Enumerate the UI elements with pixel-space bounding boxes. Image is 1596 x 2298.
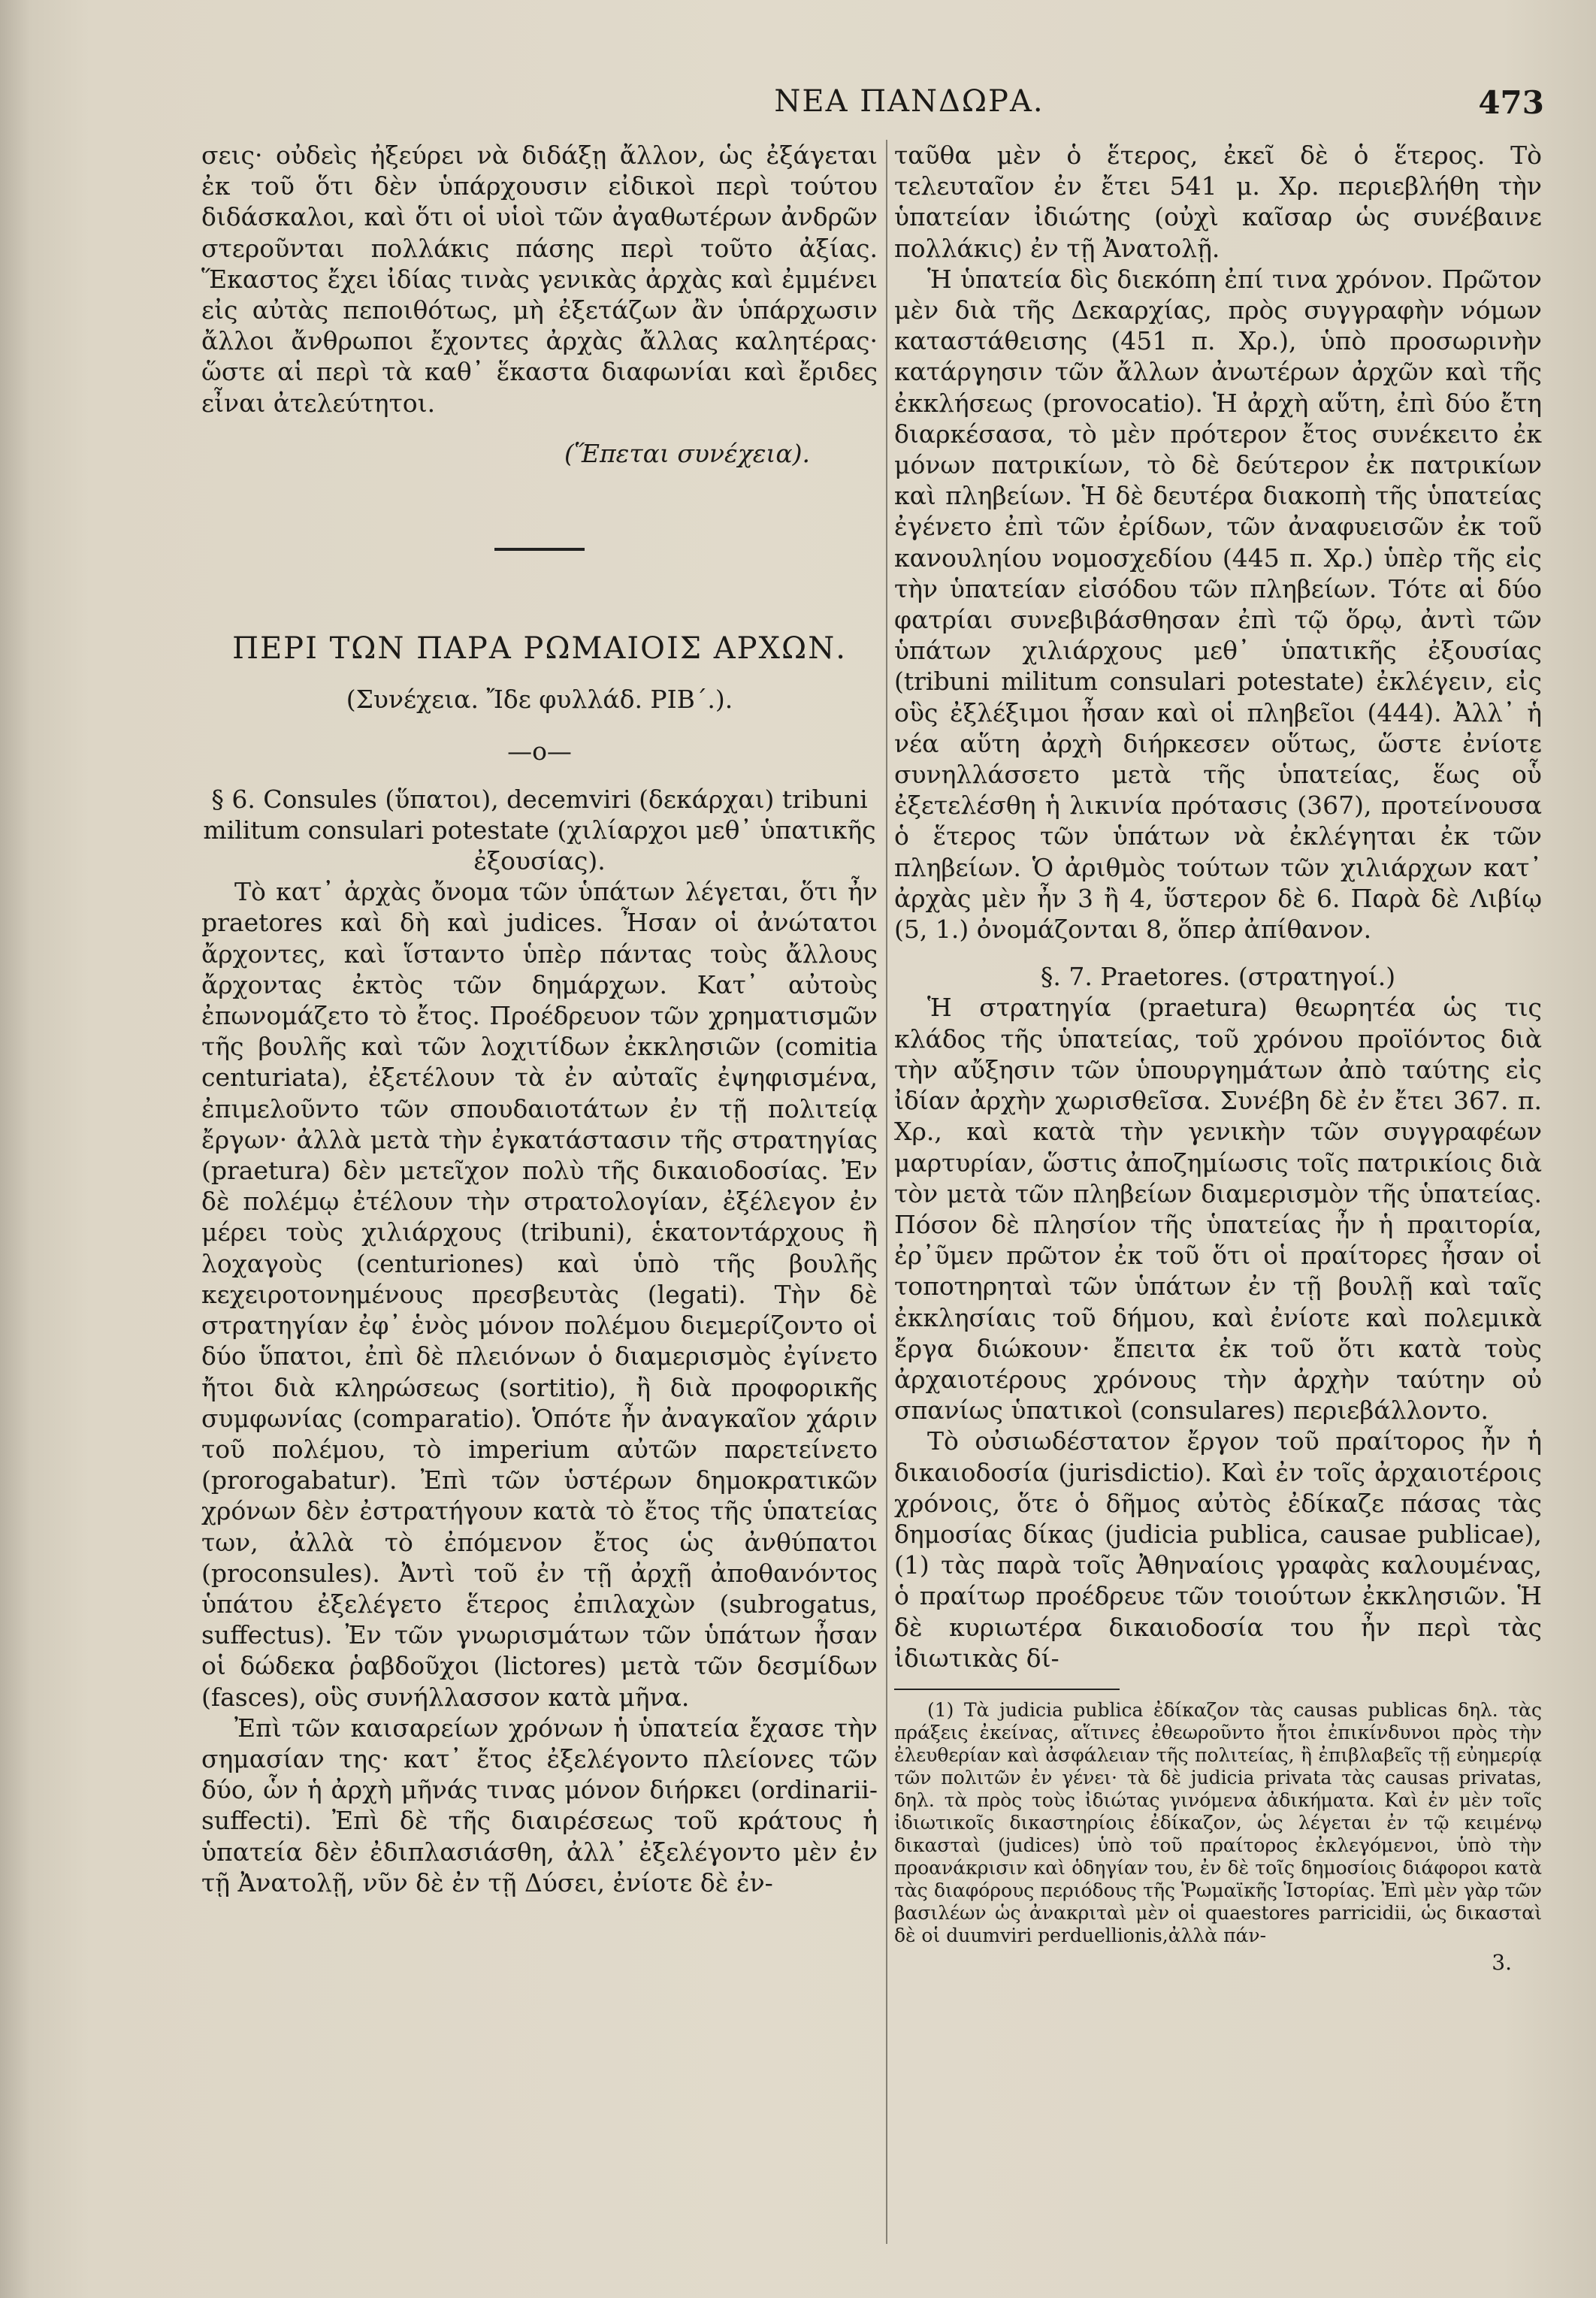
body-paragraph: ταῦθα μὲν ὁ ἕτερος, ἐκεῖ δὲ ὁ ἕτερος. Τὸ τελευταῖον ἐν ἔτει 541 μ. Χρ. περιεβλήθη τὴν ὑπατείαν ἰδιώτης (οὐχὶ καῖσαρ ὡς συνέβαινε πολλάκις) ἐν τῇ Ἀνατολῇ. (894, 141, 1542, 263)
subsection-heading-consuls: § 6. Consules (ὕπατοι), decemviri (δεκάρχαι) tribuni militum consulari potestate (χιλίαρχοι μεθ᾽ ὑπατικῆς ἐξουσίας). (203, 784, 876, 876)
body-paragraph: Τὸ κατ᾽ ἀρχὰς ὄνομα τῶν ὑπάτων λέγεται, ὅτι ἦν praetores καὶ δὴ καὶ judices. Ἦσαν οἱ ἀνώτατοι ἄρχοντες, καὶ ἵσταντο ὑπὲρ πάντας τοὺς ἄλλους ἄρχοντας ἐκτὸς τῶν δημάρχων. Κατ᾽ αὐτοὺς ἐπωνομάζετο τὸ ἔτος. Προέδρευον τῶν χρηματισμῶν τῆς βουλῆς καὶ τῶν λοχιτίδων ἐκκλησιῶν (comitia centuriata), ἐξετέλουν τὰ ἐν αὐταῖς ἐψηφισμένα, ἐπιμελοῦντο τῶν σπουδαιοτάτων ἐν τῇ πολιτείᾳ ἔργων· ἀλλὰ μετὰ τὴν ἐγκατάστασιν τῆς στρατηγίας (praetura) δὲν μετεῖχον πολὺ τῆς δικαιοδοσίας. Ἐν δὲ πολέμῳ ἐτέλουν τὴν στρατολογίαν, ἐξέλεγον ἐν μέρει τοὺς χιλιάρχους (tribuni), ἑκατοντάρχους ἢ λοχαγοὺς (centuriones) καὶ ὑπὸ τῆς βουλῆς κεχειροτονημένους πρεσβευτὰς (legati). Τὴν δὲ στρατηγίαν ἐφ᾽ ἑνὸς μόνον πολέμου διεμερίζοντο οἱ δύο ὕπατοι, ἐπὶ δὲ πλειόνων ὁ διαμερισμὸς ἐγίνετο ἤτοι διὰ κληρώσεως (sortitio), ἢ διὰ προφορικῆς συμφωνίας (comparatio). Ὁπότε ἦν ἀναγκαῖον χάριν τοῦ πολέμου, τὸ imperium αὐτῶν παρετείνετο (prorogabatur). Ἐπὶ τῶν ὑστέρων δημοκρατικῶν χρόνων δὲν ἐστρατήγουν κατὰ τὸ ἔτος τῆς ὑπατείας των, ἀλλὰ τὸ ἐπόμενον ἔτος ὡς ἀνθύπατοι (proconsules). Ἀντὶ τοῦ ἐν τῇ ἀρχῇ ἀποθανόντος ὑπάτου ἐξελέγετο ἕτερος ἐπιλαχὼν (subrogatus, suffectus). Ἐν τῶν γνωρισμάτων τῶν ὑπάτων ἦσαν οἱ δώδεκα ῥαβδοῦχοι (lictores) μετὰ τῶν δεσμίδων (fasces), οὓς συνήλλασσον κατὰ μῆνα. (201, 877, 878, 1712)
separator-mark: —ο— (507, 736, 572, 767)
column-divider (886, 140, 887, 2244)
section-divider (494, 548, 585, 551)
continuation-note: (Συνέχεια. Ἴδε φυλλάδ. ΡΙΒ΄.). (346, 685, 733, 715)
right-column (894, 140, 1542, 1978)
page-number: 473 (1478, 84, 1544, 121)
intro-paragraph: σεις· οὐδεὶς ἠξεύρει νὰ διδάξῃ ἄλλον, ὡς ἐξάγεται ἐκ τοῦ ὅτι δὲν ὑπάρχουσιν εἰδικοὶ περὶ τούτου διδάσκαλοι, καὶ ὅτι οἱ υἱοὶ τῶν ἀγαθωτέρων ἀνδρῶν στεροῦνται πολλάκις πάσης περὶ τοῦτο ἀξίας. Ἕκαστος ἔχει ἰδίας τινὰς γενικὰς ἀρχὰς καὶ ἐμμένει εἰς αὐτὰς πεποιθότως, μὴ ἐξετάζων ἂν ὑπάρχωσιν ἄλλοι ἄνθρωποι ἔχοντες ἀρχὰς ἄλλας καλητέρας· ὥστε αἱ περὶ τὰ καθ᾽ ἕκαστα διαφωνίαι καὶ ἔριδες εἶναι ἀτελεύτητοι. (201, 141, 878, 418)
body-paragraph: Ἡ ὑπατεία δὶς διεκόπη ἐπί τινα χρόνον. Πρῶτον μὲν διὰ τῆς Δεκαρχίας, πρὸς συγγραφὴν νόμων καταστάθεισης (451 π. Χρ.), ὑπὸ προσωρινὴν κατάργησιν τῶν ἄλλων ἀνωτέρων ἀρχῶν καὶ τῆς ἐκκλήσεως (provocatio). Ἡ ἀρχὴ αὕτη, ἐπὶ δύο ἔτη διαρκέσασα, τὸ μὲν πρότερον ἔτος συνέκειτο ἐκ μόνων πατρικίων, τὸ δὲ δεύτερον ἐκ πατρικίων καὶ πληβείων. Ἡ δὲ δευτέρα διακοπὴ τῆς ὑπατείας ἐγένετο ἐπὶ τῶν ἐρίδων, τῶν ἀναφυεισῶν ἐκ τοῦ κανουληίου νομοσχεδίου (445 π. Χρ.) ὑπὲρ τῆς εἰς τὴν ὑπατείαν εἰσόδου τῶν πληβείων. Τότε αἱ δύο φατρίαι συνεβιβάσθησαν ἐπὶ τῷ ὅρῳ, ἀντὶ τῶν ὑπάτων χιλιάρχους μεθ᾽ ὑπατικῆς ἐξουσίας (tribuni militum consulari potestate) ἐκλέγειν, εἰς οὓς ἐξλέξιμοι ἦσαν καὶ οἱ πληβεῖοι (444). Ἀλλ᾽ ἡ νέα αὕτη ἀρχὴ διήρκεσεν οὕτως, ὥστε ἐνίοτε συνηλλάσσετο μετὰ τῆς ὑπατείας, ἕως οὗ ἐξετελέσθη ἡ λικινία πρότασις (367), προτείνουσα ὁ ἕτερος τῶν ὑπάτων νὰ ἐκλέγηται ἐκ τῶν πληβείων. Ὁ ἀριθμὸς τούτων τῶν χιλιάρχων κατ᾽ ἀρχὰς μὲν ἦν 3 ἢ 4, ὕστερον δὲ 6. Παρὰ δὲ Λιβίῳ (5, 1.) ὀνομάζονται 8, ὅπερ ἀπίθανον. (894, 264, 1542, 945)
running-title: ΝΕΑ ΠΑΝΔΩΡΑ. (774, 84, 1044, 119)
article-title: ΠΕΡΙ ΤΩΝ ΠΑΡΑ ΡΩΜΑΙΟΙΣ ΑΡΧΩΝ. (232, 631, 847, 667)
body-paragraph: Ἐπὶ τῶν καισαρείων χρόνων ἡ ὑπατεία ἔχασε τὴν σημασίαν της· κατ᾽ ἔτος ἐξελέγοντο πλείονες τῶν δύο, ὧν ἡ ἀρχὴ μῆνάς τινας μόνον διήρκει (ordinarii-suffecti). Ἐπὶ δὲ τῆς διαιρέσεως τοῦ κράτους ἡ ὑπατεία δὲν ἐδιπλασιάσθη, ἀλλ᾽ ἐξελέγοντο μὲν ἐν τῇ Ἀνατολῇ, νῦν δὲ ἐν τῇ Δύσει, ἐνίοτε δὲ ἐν- (201, 1713, 878, 1897)
subsection-heading-praetors: §. 7. Praetores. (στρατηγοί.) (1040, 962, 1396, 992)
footnote-divider (894, 1689, 1120, 1690)
folio-signature: 3. (1492, 1949, 1512, 1975)
left-column (201, 140, 878, 1898)
to-be-continued-note: (Ἕπεται συνέχεια). (564, 438, 810, 468)
footnote: (1) Τὰ judicia publica ἐδίκαζον τὰς causas publicas δηλ. τὰς πράξεις ἐκείνας, αἵτινες ἐθεωροῦντο ἤτοι ἐπικίνδυνοι πρὸς τὴν ἐλευθερίαν καὶ ἀσφάλειαν τῆς πολιτείας, ἢ ἐπιβλαβεῖς τῇ εὐημερίᾳ τῶν πολιτῶν ἐν γένει· τὰ δὲ judicia privata τὰς causas privatas, δηλ. τὰ πρὸς τοὺς ἰδιώτας γινόμενα ἀδικήματα. Καὶ ἐν μὲν τοῖς ἰδιωτικοῖς δικαστηρίοις ἐδίκαζον, ὡς λέγεται ἐν τῷ κειμένῳ δικασταὶ (judices) ὑπὸ τοῦ πραίτορος ἐκλεγόμενοι, ὑπὸ τὴν προανάκρισιν καὶ ὁδηγίαν του, ἐν δὲ τοῖς δημοσίοις διάφοροι κατὰ τὰς διαφόρους περιόδους τῆς Ῥωμαϊκῆς Ἱστορίας. Ἐπὶ μὲν γὰρ τῶν βασιλέων ὡς ἀνακριταὶ μὲν οἱ quaestores parricidii, ὡς δικασταὶ δὲ οἱ duumviri perduellionis,ἀλλὰ πάν- (894, 1698, 1542, 1946)
body-paragraph: Τὸ οὐσιωδέστατον ἔργον τοῦ πραίτορος ἦν ἡ δικαιοδοσία (jurisdictio). Καὶ ἐν τοῖς ἀρχαιοτέροις χρόνοις, ὅτε ὁ δῆμος αὐτὸς ἐδίκαζε πάσας τὰς δημοσίας δίκας (judicia publica, causae publicae), (1) τὰς παρὰ τοῖς Ἀθηναίοις γραφὰς καλουμένας, ὁ πραίτωρ προέδρευε τῶν τοιούτων ἐκκλησιῶν. Ἡ δὲ κυριωτέρα δικαιοδοσία του ἦν περὶ τὰς ἰδιωτικὰς δί- (894, 1426, 1542, 1673)
body-paragraph: Ἡ στρατηγία (praetura) θεωρητέα ὡς τις κλάδος τῆς ὑπατείας, τοῦ χρόνου προϊόντος διὰ τὴν αὔξησιν τῶν ὑπουργημάτων ἀπὸ ταύτης εἰς ἰδίαν ἀρχὴν χωρισθεῖσα. Συνέβη δὲ ἐν ἔτει 367. π. Χρ., καὶ κατὰ τὴν γενικὴν τῶν συγγραφέων μαρτυρίαν, ὥστις ἀποζημίωσις τοῖς πατρικίοις διὰ τὸν μετὰ τῶν πληβείων διαμερισμὸν τῆς ὑπατείας. Πόσον δὲ πλησίον τῆς ὑπατείας ἦν ἡ πραιτορία, ἐρ᾽ῦμεν πρῶτον ἐκ τοῦ ὅτι οἱ πραίτορες ἦσαν οἱ τοποτηρηταὶ τῶν ὑπάτων ἐν τῇ βουλῇ καὶ ταῖς ἐκκλησίαις τοῦ δήμου, καὶ ἐνίοτε καὶ πολεμικὰ ἔργα διώκουν· ἔπειτα ἐκ τοῦ ὅτι κατὰ τοὺς ἀρχαιοτέρους χρόνους τὴν ἀρχὴν ταύτην οὐ σπανίως ὑπατικοὶ (consulares) περιεβάλλοντο. (894, 993, 1542, 1426)
